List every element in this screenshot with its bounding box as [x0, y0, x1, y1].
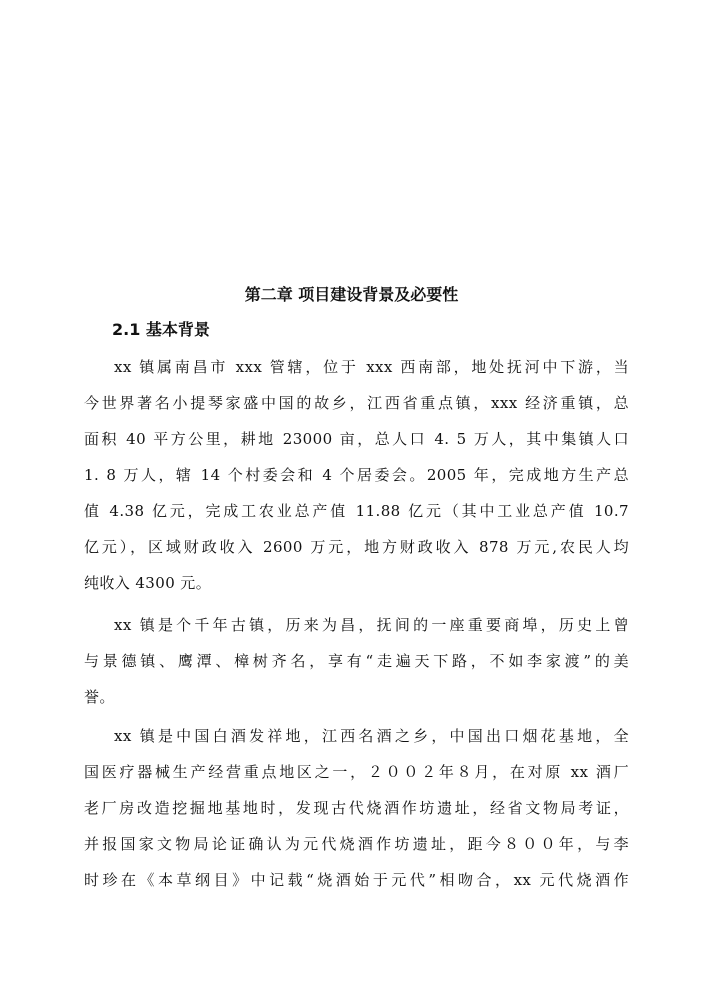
- paragraph-history: [84, 607, 629, 715]
- paragraph-line: 面积 40 平方公里，耕地 23000 亩，总人口 4. 5 万人，其中集镇人口: [84, 430, 629, 448]
- paragraph-line: 1. 8 万人，辖 14 个村委会和 4 个居委会。2005 年，完成地方生产总: [84, 466, 629, 484]
- paragraph-line: xx 镇是中国白酒发祥地，江西名酒之乡，中国出口烟花基地，全: [114, 727, 629, 745]
- paragraph-line: 亿元），区域财政收入 2600 万元，地方财政收入 878 万元,农民人均: [84, 538, 629, 556]
- paragraph-line: 今世界著名小提琴家盛中国的故乡，江西省重点镇，xxx 经济重镇，总: [84, 394, 629, 412]
- paragraph-line: 时珍在《本草纲目》中记载“烧酒始于元代”相吻合，xx 元代烧酒作: [84, 871, 629, 889]
- paragraph-liquor-origin: [84, 718, 629, 898]
- chapter-title: 第二章 项目建设背景及必要性: [244, 285, 459, 304]
- paragraph-line: 誉。: [84, 688, 115, 706]
- paragraph-line: 值 4.38 亿元，完成工农业总产值 11.88 亿元（其中工业总产值 10.7: [84, 502, 629, 520]
- paragraph-line: 并报国家文物局论证确认为元代烧酒作坊遗址，距今８００年，与李: [84, 835, 629, 853]
- paragraph-basic-info: [84, 349, 629, 601]
- paragraph-line: 与景德镇、鹰潭、樟树齐名，享有“走遍天下路，不如李家渡”的美: [84, 652, 629, 670]
- paragraph-line: 老厂房改造挖掘地基地时，发现古代烧酒作坊遗址，经省文物局考证，: [84, 799, 629, 817]
- paragraph-line: xx 镇是个千年古镇，历来为昌，抚间的一座重要商埠，历史上曾: [114, 616, 629, 634]
- section-title: 2.1 基本背景: [112, 320, 210, 339]
- paragraph-line: xx 镇属南昌市 xxx 管辖，位于 xxx 西南部，地处抚河中下游，当: [114, 358, 629, 376]
- paragraph-line: 纯收入 4300 元。: [84, 574, 212, 592]
- paragraph-line: 国医疗器械生产经营重点地区之一，２００２年８月，在对原 xx 酒厂: [84, 763, 629, 781]
